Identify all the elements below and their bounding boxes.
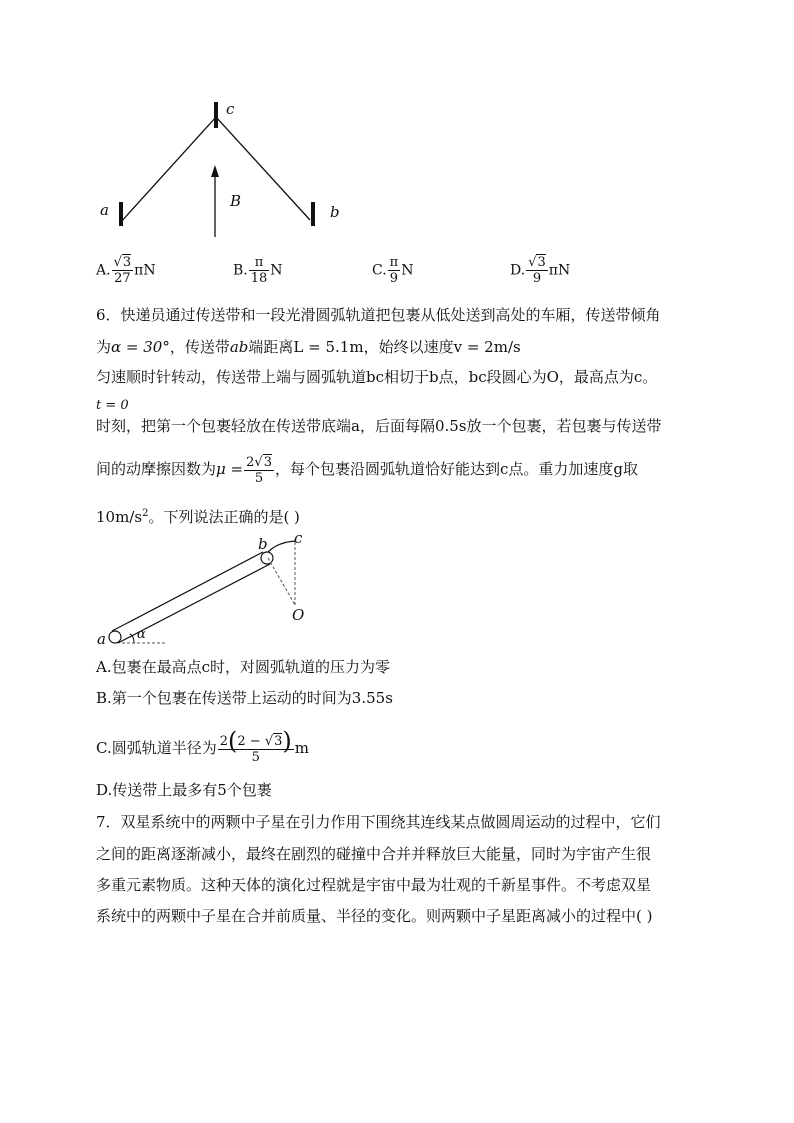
option-b-den: 18 <box>250 271 268 286</box>
q6-line-5: 时刻，把第一个包裹轻放在传送带底端a，后面每隔0.5s放一个包裹，若包裹与传送带 <box>96 417 662 435</box>
option-b-suffix: N <box>270 262 283 279</box>
option-letter: D. <box>510 262 526 279</box>
arc-bc <box>268 541 296 552</box>
q6-line-2: 为α = 30°，传送带ab端距离L = 5.1m，始终以速度v = 2m/s <box>96 338 521 356</box>
label-b: b <box>330 203 340 221</box>
post-b <box>311 202 315 226</box>
field-arrowhead <box>211 165 219 177</box>
option-c-num: π <box>389 255 399 270</box>
q5-option-b[interactable] <box>233 255 283 286</box>
q7-line-3: 多重元素物质。这种天体的演化过程就是宇宙中最为壮观的千新星事件。不考虑双星 <box>96 876 652 894</box>
q6-line-7: $10m/s^2$。下列说法正确的是( ) <box>96 508 300 526</box>
q6-option-c[interactable]: C.圆弧轨道半径为 $\frac{2(2 - √3)}{5}$ m <box>96 726 309 765</box>
post-a <box>119 202 123 226</box>
option-d-root: 3 <box>537 255 546 270</box>
option-a-den: 27 <box>114 271 131 286</box>
option-d-den: 9 <box>532 271 542 286</box>
option-b-num: π <box>249 255 270 271</box>
option-letter: A. <box>96 262 111 279</box>
wire-ac <box>120 117 216 223</box>
speed-value: v = 2m/s <box>453 338 521 356</box>
figure-conveyor <box>100 530 320 650</box>
q6-line-1: 6．快递员通过传送带和一段光滑圆弧轨道把包裹从低处送到高处的车厢，传送带倾角 <box>96 306 661 324</box>
q5-option-a[interactable]: A. $\frac{√3}{27}$ πN <box>96 255 156 286</box>
option-c-den: 9 <box>389 271 399 286</box>
label-c2: c <box>294 529 303 547</box>
label-c: c <box>226 100 235 118</box>
q5-option-d[interactable]: D. $\frac{√3}{9}$ πN <box>510 255 571 286</box>
q7-line-4: 系统中的两颗中子星在合并前质量、半径的变化。则两颗中子星距离减小的过程中( ) <box>96 907 653 925</box>
q7-line-2: 之间的距离逐渐减小，最终在剧烈的碰撞中合并并释放巨大能量，同时为宇宙产生很 <box>96 845 652 863</box>
q7-line-1: 7．双星系统中的两颗中子星在引力作用下围绕其连线某点做圆周运动的过程中，它们 <box>96 813 661 831</box>
option-d-suffix: πN <box>548 262 571 279</box>
q6-option-d[interactable]: D.传送带上最多有5个包裹 <box>96 781 272 799</box>
roller-a <box>109 631 121 643</box>
post-c <box>214 102 218 128</box>
option-c-suffix: N <box>401 262 414 279</box>
length-value: L = 5.1m <box>293 338 364 356</box>
option-a-root: 3 <box>122 255 132 270</box>
label-a2: a <box>97 630 106 648</box>
roller-b <box>261 552 273 564</box>
label-b2: b <box>258 535 268 553</box>
label-alpha: α <box>137 627 146 642</box>
alpha-value: α = 30° <box>111 338 170 356</box>
q5-option-c[interactable] <box>372 255 413 286</box>
option-letter: C. <box>372 262 387 279</box>
option-a-suffix: πN <box>134 262 156 279</box>
belt-top <box>112 552 263 631</box>
q6-line-6: 间的动摩擦因数为μ = $\frac{2√3}{5}$ ，每个包裹沿圆弧轨道恰好能达到c点。重力加速度g取 <box>96 454 638 486</box>
option-letter: B. <box>233 262 248 279</box>
label-B: B <box>230 192 242 210</box>
q6-line-4: t = 0 <box>96 398 129 413</box>
q6-option-a[interactable]: A.包裹在最高点c时，对圆弧轨道的压力为零 <box>96 658 391 676</box>
q6-option-b[interactable]: B.第一个包裹在传送带上运动的时间为3.55s <box>96 689 393 707</box>
label-O: O <box>292 606 305 624</box>
q6-line-3: 匀速顺时针转动，传送带上端与圆弧轨道bc相切于b点，bc段圆心为O，最高点为c。 <box>96 368 658 386</box>
figure-v-conductor <box>95 95 355 245</box>
radius-bO <box>268 558 295 605</box>
label-a: a <box>100 201 109 219</box>
